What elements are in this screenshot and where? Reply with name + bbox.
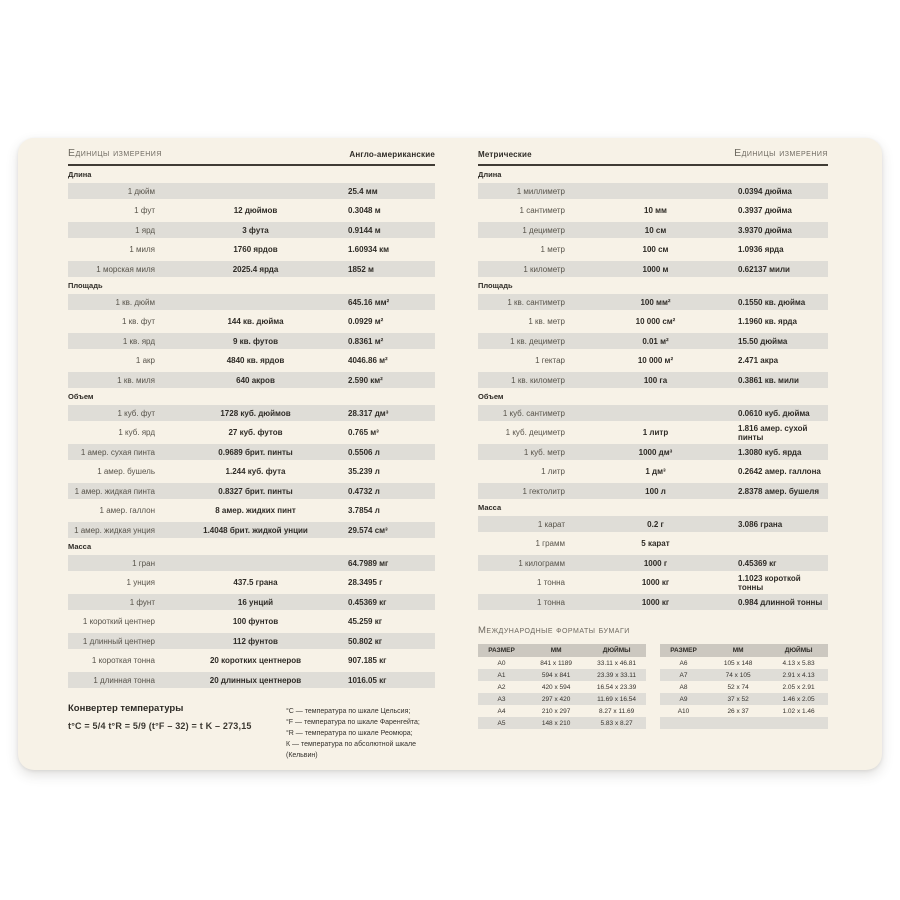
table-row xyxy=(478,464,828,480)
paper-column-header: ММ xyxy=(550,647,562,654)
unit-label: 1 куб. ярд xyxy=(118,428,155,437)
equivalent-value: 144 кв. дюйма xyxy=(227,317,284,326)
table-row xyxy=(68,183,435,199)
unit-label: 1 длинная тонна xyxy=(93,675,155,685)
converted-value: 4046.86 м² xyxy=(348,356,388,365)
converted-value: 29.574 см³ xyxy=(348,525,388,535)
paper-column-header: ДЮЙМЫ xyxy=(784,647,813,654)
page-right-metric xyxy=(478,146,828,729)
equivalent-value: 100 мм² xyxy=(640,297,671,307)
table-row xyxy=(478,333,828,349)
table-row xyxy=(68,372,435,388)
paper-inches: 16.54 x 23.39 xyxy=(596,683,637,691)
equivalent-value: 1000 дм³ xyxy=(638,447,673,457)
unit-label: 1 тонна xyxy=(537,597,565,607)
converted-value: 2.590 км² xyxy=(348,375,383,385)
converted-value: 0.8361 м² xyxy=(348,336,384,346)
equivalent-value: 112 фунтов xyxy=(233,636,278,646)
equivalent-value: 640 акров xyxy=(236,375,275,385)
table-row xyxy=(478,575,828,591)
table-row xyxy=(68,333,435,349)
paper-mm: 105 x 148 xyxy=(723,659,753,667)
converted-value: 0.62137 мили xyxy=(738,264,790,274)
unit-label: 1 кв. дюйм xyxy=(115,297,155,307)
unit-label: 1 куб. метр xyxy=(523,447,565,457)
converted-value: 25.4 мм xyxy=(348,186,378,196)
unit-label: 1 унция xyxy=(126,578,155,587)
converted-value: 0.5506 л xyxy=(348,447,380,457)
section-title: Длина xyxy=(68,170,92,179)
paper-formats-table-a0-a5 xyxy=(478,644,646,729)
paper-table-row xyxy=(478,681,646,693)
notebook-page-spread xyxy=(18,138,882,770)
unit-label: 1 амер. галлон xyxy=(99,506,155,515)
section-title: Масса xyxy=(68,542,92,551)
table-row xyxy=(478,242,828,258)
table-row xyxy=(68,222,435,238)
converted-value: 0.9144 м xyxy=(348,225,381,235)
paper-table-row xyxy=(478,693,646,705)
equivalent-value: 10 мм xyxy=(644,206,667,215)
section-title: Площадь xyxy=(68,281,103,290)
equivalent-value: 3 фута xyxy=(242,225,269,235)
unit-label: 1 дециметр xyxy=(522,225,565,235)
temperature-converter-title: Конвертер температуры xyxy=(68,703,184,714)
equivalent-value: 1000 г xyxy=(643,558,668,568)
converted-value: 1.816 амер. сухой пинты xyxy=(738,423,808,442)
left-page-sections xyxy=(68,170,435,688)
unit-label: 1 метр xyxy=(540,245,565,254)
converted-value: 1016.05 кг xyxy=(348,675,387,685)
temperature-scale-note: °F — температура по шкале Фаренгейта; xyxy=(286,719,420,726)
equivalent-value: 100 см xyxy=(642,245,669,254)
section-title: Площадь xyxy=(478,281,513,290)
unit-label: 1 амер. жидкая унция xyxy=(74,525,155,535)
table-row xyxy=(478,183,828,199)
converted-value: 0.1550 кв. дюйма xyxy=(738,297,806,307)
temperature-converter xyxy=(68,703,435,761)
converted-value: 1.60934 км xyxy=(348,245,390,254)
table-row xyxy=(478,555,828,571)
converted-value: 3.9370 дюйма xyxy=(738,225,792,235)
table-row xyxy=(68,464,435,480)
equivalent-value: 10 000 м² xyxy=(637,356,674,365)
page-subtitle-anglo-american: Англо-американские xyxy=(349,150,435,159)
converted-value: 28.317 дм³ xyxy=(348,408,389,418)
page-left-header xyxy=(68,146,435,166)
equivalent-value: 1728 куб. дюймов xyxy=(220,408,291,418)
paper-size: A2 xyxy=(497,683,506,691)
unit-label: 1 гектар xyxy=(535,356,565,365)
converted-value: 0.3861 кв. мили xyxy=(738,375,799,385)
unit-label: 1 килограмм xyxy=(518,558,565,568)
converted-value: 2.471 акра xyxy=(738,356,779,365)
table-row xyxy=(478,314,828,330)
converted-value: 0.0929 м² xyxy=(348,317,384,326)
converted-value: 0.0610 куб. дюйма xyxy=(738,408,810,418)
table-row xyxy=(68,503,435,519)
unit-label: 1 короткий центнер xyxy=(82,617,155,626)
converted-value: 0.45369 кг xyxy=(348,597,387,607)
table-row xyxy=(68,633,435,649)
paper-mm: 420 x 594 xyxy=(541,683,571,691)
paper-size: A5 xyxy=(497,719,506,727)
paper-size: A6 xyxy=(679,659,688,667)
paper-size: A3 xyxy=(497,695,506,703)
paper-mm: 37 x 52 xyxy=(727,695,749,703)
converted-value: 64.7989 мг xyxy=(348,558,389,568)
paper-formats-title: Международные форматы бумаги xyxy=(478,625,630,636)
equivalent-value: 10 000 см² xyxy=(635,317,676,326)
paper-inches: 1.02 x 1.46 xyxy=(782,707,815,715)
unit-label: 1 карат xyxy=(537,519,565,529)
unit-label: 1 литр xyxy=(541,467,565,476)
equivalent-value: 20 длинных центнеров xyxy=(209,675,302,685)
equivalent-value: 0.8327 брит. пинты xyxy=(218,486,293,496)
paper-size: A7 xyxy=(679,671,688,679)
converted-value: 0.765 м³ xyxy=(348,428,379,437)
table-row xyxy=(478,483,828,499)
table-row xyxy=(478,203,828,219)
paper-mm: 52 x 74 xyxy=(727,683,749,691)
table-row xyxy=(478,444,828,460)
section-rows xyxy=(478,516,828,610)
paper-table-row xyxy=(478,657,646,669)
section-title: Объем xyxy=(68,392,94,401)
converted-value: 35.239 л xyxy=(348,467,380,476)
table-row xyxy=(478,594,828,610)
paper-inches: 2.05 x 2.91 xyxy=(782,683,815,691)
converted-value: 28.3495 г xyxy=(348,578,383,587)
section-title: Масса xyxy=(478,503,502,512)
section-rows xyxy=(68,555,435,688)
paper-formats-table-a6-a10 xyxy=(660,644,828,729)
unit-label: 1 короткая тонна xyxy=(91,656,155,665)
converted-value: 907.185 кг xyxy=(348,656,387,665)
unit-label: 1 куб. фут xyxy=(117,408,155,418)
converted-value: 2.8378 амер. бушеля xyxy=(738,486,819,496)
equivalent-value: 10 см xyxy=(644,225,667,235)
paper-formats-tables xyxy=(478,644,828,729)
section-title: Длина xyxy=(478,170,502,179)
paper-mm: 210 x 297 xyxy=(541,707,571,715)
equivalent-value: 8 амер. жидких пинт xyxy=(215,506,296,515)
table-row xyxy=(68,653,435,669)
paper-inches: 1.46 x 2.05 xyxy=(782,695,815,703)
table-row xyxy=(478,536,828,552)
converted-value: 1.1960 кв. ярда xyxy=(738,317,797,326)
table-row xyxy=(478,353,828,369)
table-row xyxy=(478,425,828,441)
table-row xyxy=(68,483,435,499)
equivalent-value: 1 дм³ xyxy=(645,467,666,476)
table-row xyxy=(68,203,435,219)
paper-mm: 26 x 37 xyxy=(727,707,749,715)
paper-table-row xyxy=(660,669,828,681)
converted-value: 645.16 мм² xyxy=(348,297,390,307)
unit-label: 1 кв. метр xyxy=(528,317,565,326)
table-row xyxy=(68,261,435,277)
section-rows xyxy=(478,183,828,277)
unit-label: 1 километр xyxy=(523,264,565,274)
converted-value: 3.086 грана xyxy=(738,519,783,529)
unit-label: 1 тонна xyxy=(537,578,565,587)
converted-value: 45.259 кг xyxy=(348,617,383,626)
paper-table-row xyxy=(660,717,828,729)
paper-mm: 594 x 841 xyxy=(541,671,571,679)
table-row xyxy=(68,425,435,441)
unit-label: 1 ярд xyxy=(135,225,155,235)
paper-inches: 2.91 x 4.13 xyxy=(782,671,815,679)
page-title: Единицы измерения xyxy=(68,147,162,159)
section-rows xyxy=(68,294,435,388)
unit-label: 1 куб. сантиметр xyxy=(502,408,565,418)
table-row xyxy=(68,614,435,630)
table-row xyxy=(68,353,435,369)
unit-label: 1 дюйм xyxy=(127,186,155,196)
paper-table-row xyxy=(478,717,646,729)
converted-value: 1852 м xyxy=(348,264,374,274)
table-row xyxy=(478,516,828,532)
equivalent-value: 1.4048 брит. жидкой унции xyxy=(203,525,308,535)
paper-inches: 8.27 x 11.69 xyxy=(598,707,635,715)
unit-label: 1 гектолитр xyxy=(522,486,565,496)
converted-value: 50.802 кг xyxy=(348,636,383,646)
paper-size: A1 xyxy=(497,671,506,679)
converted-value: 0.3937 дюйма xyxy=(738,206,792,215)
converted-value: 0.2642 амер. галлона xyxy=(738,467,821,476)
unit-label: 1 кв. ярд xyxy=(122,336,155,346)
paper-table-header-row xyxy=(478,644,646,657)
unit-label: 1 миллиметр xyxy=(516,186,565,196)
unit-label: 1 кв. фут xyxy=(121,317,155,326)
paper-table-header-row xyxy=(660,644,828,657)
unit-label: 1 фунт xyxy=(129,597,155,607)
table-row xyxy=(68,575,435,591)
unit-label: 1 акр xyxy=(135,356,155,365)
section-rows xyxy=(478,294,828,388)
equivalent-value: 5 карат xyxy=(641,539,670,548)
paper-mm: 841 x 1189 xyxy=(540,659,572,667)
equivalent-value: 100 л xyxy=(645,486,666,496)
section-rows xyxy=(68,183,435,277)
converted-value: 1.1023 короткой тонны xyxy=(738,573,801,592)
converted-value: 0.984 длинной тонны xyxy=(738,597,823,607)
temperature-converter-left xyxy=(68,703,286,761)
table-row xyxy=(68,522,435,538)
equivalent-value: 0.9689 брит. пинты xyxy=(218,447,293,457)
paper-column-header: РАЗМЕР xyxy=(488,647,515,654)
equivalent-value: 16 унций xyxy=(237,597,274,607)
unit-label: 1 гран xyxy=(132,558,155,568)
equivalent-value: 100 фунтов xyxy=(232,617,279,626)
paper-table-row xyxy=(660,657,828,669)
paper-size: A8 xyxy=(679,683,688,691)
table-row xyxy=(68,314,435,330)
paper-inches: 4.13 x 5.83 xyxy=(782,659,815,667)
equivalent-value: 12 дюймов xyxy=(233,206,278,215)
converted-value: 0.4732 л xyxy=(348,486,380,496)
paper-table-row xyxy=(478,705,646,717)
equivalent-value: 2025.4 ярда xyxy=(232,264,279,274)
temperature-scale-note: °C — температура по шкале Цельсия; xyxy=(286,708,411,715)
unit-label: 1 кв. дециметр xyxy=(510,336,565,346)
table-row xyxy=(68,672,435,688)
equivalent-value: 27 куб. футов xyxy=(228,428,283,437)
paper-mm: 297 x 420 xyxy=(541,695,571,703)
table-row xyxy=(478,372,828,388)
unit-label: 1 миля xyxy=(129,245,155,254)
section-rows xyxy=(478,405,828,499)
equivalent-value: 1000 м xyxy=(642,264,669,274)
converted-value: 15.50 дюйма xyxy=(738,336,788,346)
section-title: Объем xyxy=(478,392,504,401)
paper-inches: 5.83 x 8.27 xyxy=(600,719,633,727)
paper-size: A10 xyxy=(677,707,690,715)
equivalent-value: 1 литр xyxy=(642,428,669,437)
unit-label: 1 фут xyxy=(134,206,155,215)
table-row xyxy=(68,294,435,310)
paper-inches: 23.39 x 33.11 xyxy=(597,671,637,679)
temperature-scale-note: °R — температура по шкале Реомюра; xyxy=(286,730,413,737)
paper-size: A4 xyxy=(497,707,506,715)
table-row xyxy=(68,555,435,571)
equivalent-value: 1000 кг xyxy=(641,597,670,607)
equivalent-value: 0.01 м² xyxy=(642,336,669,346)
converted-value: 1.0936 ярда xyxy=(738,245,784,254)
paper-inches: 11.69 x 16.54 xyxy=(597,695,637,703)
unit-label: 1 кв. сантиметр xyxy=(507,297,565,307)
unit-label: 1 куб. дециметр xyxy=(505,428,565,437)
converted-value: 0.0394 дюйма xyxy=(738,186,792,196)
unit-label: 1 амер. бушель xyxy=(97,467,155,476)
page-subtitle-metric: Метрические xyxy=(478,150,532,159)
converted-value: 3.7854 л xyxy=(348,506,380,515)
equivalent-value: 1000 кг xyxy=(641,578,670,587)
paper-table-row xyxy=(478,669,646,681)
paper-mm: 74 x 105 xyxy=(725,671,751,679)
table-row xyxy=(68,242,435,258)
table-row xyxy=(68,405,435,421)
paper-column-header: ММ xyxy=(732,647,744,654)
table-row xyxy=(478,405,828,421)
equivalent-value: 9 кв. футов xyxy=(232,336,279,346)
right-page-sections xyxy=(478,170,828,610)
page-left-anglo-american xyxy=(68,146,435,761)
unit-label: 1 длинный центнер xyxy=(82,636,155,646)
unit-label: 1 амер. жидкая пинта xyxy=(74,486,155,496)
table-row xyxy=(478,294,828,310)
page-right-header xyxy=(478,146,828,166)
equivalent-value: 437.5 грана xyxy=(233,578,278,587)
paper-inches: 33.11 x 46.81 xyxy=(597,659,637,667)
paper-table-row xyxy=(660,681,828,693)
table-row xyxy=(68,444,435,460)
unit-label: 1 амер. сухая пинта xyxy=(80,447,155,457)
unit-label: 1 кв. километр xyxy=(511,375,565,385)
temperature-scale-notes xyxy=(286,703,435,761)
section-rows xyxy=(68,405,435,538)
page-title: Единицы измерения xyxy=(734,147,828,159)
temperature-scale-note: К — температура по абсолютной шкале (Кельвин) xyxy=(286,741,417,759)
paper-table-row xyxy=(660,705,828,717)
unit-label: 1 морская миля xyxy=(96,264,155,274)
temperature-formula: t°C = 5/4 t°R = 5/9 (t°F – 32) = t K – 273,15 xyxy=(68,721,252,731)
unit-label: 1 кв. миля xyxy=(117,375,155,385)
equivalent-value: 20 коротких центнеров xyxy=(209,656,302,665)
equivalent-value: 4840 кв. ярдов xyxy=(226,356,285,365)
equivalent-value: 0.2 г xyxy=(647,519,664,529)
paper-size: A9 xyxy=(679,695,688,703)
paper-column-header: РАЗМЕР xyxy=(670,647,697,654)
unit-label: 1 сантиметр xyxy=(519,206,565,215)
table-row xyxy=(68,594,435,610)
equivalent-value: 1.244 куб. фута xyxy=(225,467,286,476)
paper-size: A0 xyxy=(497,659,506,667)
paper-table-row xyxy=(660,693,828,705)
table-row xyxy=(478,222,828,238)
equivalent-value: 100 га xyxy=(643,375,668,385)
unit-label: 1 грамм xyxy=(535,539,565,548)
equivalent-value: 1760 ярдов xyxy=(233,245,278,254)
converted-value: 1.3080 куб. ярда xyxy=(738,447,802,457)
paper-mm: 148 x 210 xyxy=(541,719,571,727)
table-row xyxy=(478,261,828,277)
converted-value: 0.3048 м xyxy=(348,206,381,215)
converted-value: 0.45369 кг xyxy=(738,558,777,568)
paper-column-header: ДЮЙМЫ xyxy=(602,647,631,654)
